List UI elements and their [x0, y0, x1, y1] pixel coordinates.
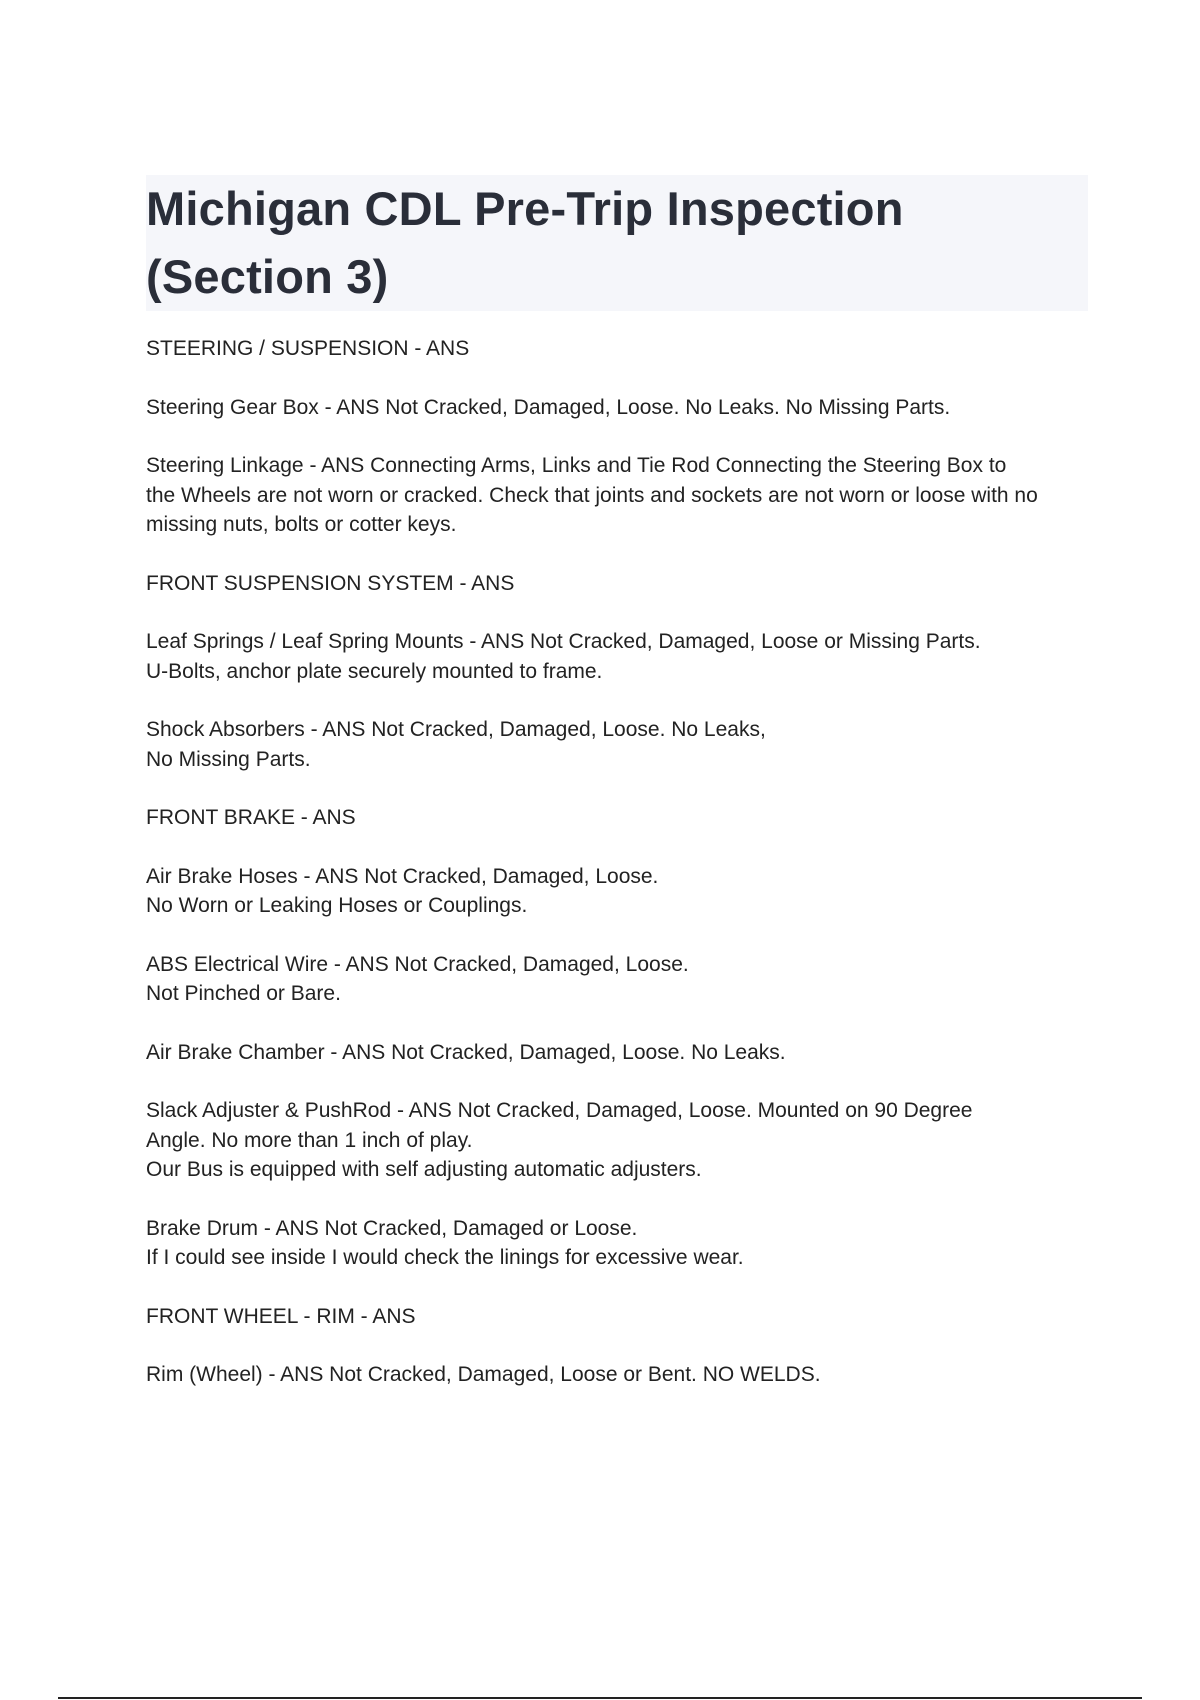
inspection-entry — [146, 451, 1096, 540]
entry-line: Steering Gear Box - ANS Not Cracked, Damaged, Loose. No Leaks. No Missing Parts. — [146, 395, 951, 419]
inspection-entry — [146, 1096, 1096, 1185]
entry-line: the Wheels are not worn or cracked. Check that joints and sockets are not worn or loose with no — [146, 483, 1038, 507]
entry-line: Steering Linkage - ANS Connecting Arms, Links and Tie Rod Connecting the Steering Box to — [146, 454, 1007, 477]
inspection-entry — [146, 393, 1096, 423]
entry-line: Slack Adjuster & PushRod - ANS Not Cracked, Damaged, Loose. Mounted on 90 Degree — [146, 1099, 973, 1122]
inspection-entry — [146, 950, 1096, 1009]
page-title: Michigan CDL Pre-Trip Inspection (Section 3) — [146, 182, 904, 303]
inspection-entry — [146, 715, 1096, 774]
entry-line: Air Brake Chamber - ANS Not Cracked, Damaged, Loose. No Leaks. — [146, 1040, 786, 1064]
inspection-entry — [146, 862, 1096, 921]
inspection-entry — [146, 334, 1096, 364]
inspection-entry — [146, 1214, 1096, 1273]
entry-line: Not Pinched or Bare. — [146, 982, 341, 1005]
entry-line: ABS Electrical Wire - ANS Not Cracked, Damaged, Loose. — [146, 952, 689, 976]
footer-divider — [58, 1697, 1142, 1699]
entry-line: Rim (Wheel) - ANS Not Cracked, Damaged, Loose or Bent. NO WELDS. — [146, 1363, 821, 1386]
entry-line: Shock Absorbers - ANS Not Cracked, Damaged, Loose. No Leaks, — [146, 718, 766, 741]
document-body — [146, 334, 1096, 1419]
entry-line: Angle. No more than 1 inch of play. — [146, 1128, 473, 1152]
entry-line: STEERING / SUSPENSION - ANS — [146, 337, 470, 360]
entry-line: Brake Drum - ANS Not Cracked, Damaged or Loose. — [146, 1216, 638, 1240]
inspection-entry — [146, 569, 1096, 599]
entry-line: Air Brake Hoses - ANS Not Cracked, Damaged, Loose. — [146, 864, 659, 888]
inspection-entry — [146, 1038, 1096, 1068]
entry-line: FRONT WHEEL - RIM - ANS — [146, 1304, 416, 1328]
inspection-entry — [146, 1302, 1096, 1332]
entry-line: missing nuts, bolts or cotter keys. — [146, 513, 457, 536]
entry-line: FRONT BRAKE - ANS — [146, 806, 356, 829]
entry-line: If I could see inside I would check the linings for excessive wear. — [146, 1246, 744, 1269]
entry-line: U-Bolts, anchor plate securely mounted to frame. — [146, 659, 603, 683]
title-block — [146, 175, 1088, 311]
entry-line: Our Bus is equipped with self adjusting automatic adjusters. — [146, 1158, 702, 1181]
inspection-entry — [146, 1360, 1096, 1390]
inspection-entry — [146, 627, 1096, 686]
entry-line: No Missing Parts. — [146, 747, 311, 771]
entry-line: Leaf Springs / Leaf Spring Mounts - ANS Not Cracked, Damaged, Loose or Missing Parts. — [146, 630, 981, 653]
entry-line: No Worn or Leaking Hoses or Couplings. — [146, 894, 528, 917]
inspection-entry — [146, 803, 1096, 833]
entry-line: FRONT SUSPENSION SYSTEM - ANS — [146, 571, 515, 595]
